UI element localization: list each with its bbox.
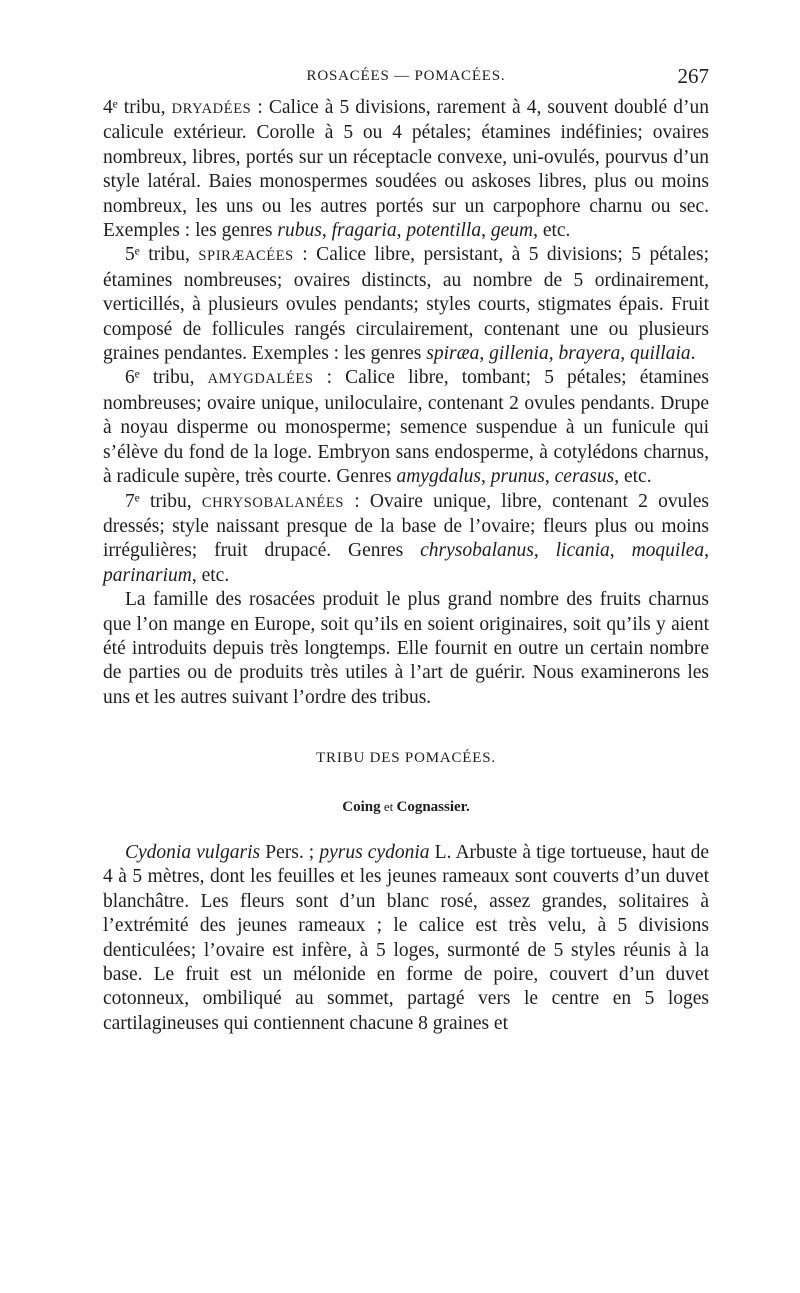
species-authority: Pers. ; bbox=[260, 841, 320, 863]
sub-heading-coing: Coing bbox=[342, 798, 381, 815]
genus-name: quillaia bbox=[629, 343, 691, 365]
genus-name: geum bbox=[490, 220, 534, 242]
species-description: L. Arbuste à tige tortueuse, haut de 4 à 5 mètres, dont les feuilles et les jeunes rameaux sont couverts d’un duvet blanchâtre. Les fleurs sont d’un blanc rosé, assez grandes, solitaires à l’extrémité des jeunes rameaux ; le calice est très velu, à 5 divisions denticulées; l’ovaire est infère, à 5 loges, surmonté de 5 styles réunis à la base. Le fruit est un mélonide en forme de poire, couvert d’un duvet cotonneux, ombiliqué au sommet, partagé vers le centre en 5 loges cartilagineuses qui contiennent chacune 8 graines et bbox=[103, 841, 710, 1034]
genus-name: licania bbox=[555, 540, 610, 562]
separator: , etc. bbox=[191, 564, 230, 586]
running-title: ROSACÉES — POMACÉES. bbox=[306, 68, 506, 84]
genus-name: moquilea bbox=[631, 540, 705, 562]
genus-name: spiræa bbox=[426, 343, 480, 365]
genus-name: brayera bbox=[558, 343, 621, 365]
separator: , bbox=[704, 540, 710, 562]
separator: , bbox=[544, 466, 555, 488]
genus-name: chrysobalanus bbox=[420, 540, 534, 562]
separator: , bbox=[396, 220, 407, 242]
separator: , bbox=[620, 343, 630, 365]
book-page bbox=[103, 62, 709, 1036]
sub-heading-cognassier: Cognassier. bbox=[396, 798, 470, 815]
genus-name: amygdalus bbox=[396, 466, 481, 488]
genus-name: rubus bbox=[277, 220, 322, 242]
genus-name: parinarium bbox=[103, 564, 192, 586]
body-text bbox=[103, 96, 709, 1036]
separator: , bbox=[548, 343, 559, 365]
family-paragraph: La famille des rosacées produit le plus grand nombre des fruits charnus que l’on mange en Europe, soit qu’ils en soient originaires, soit qu’ils y aient été introduits depuis très longtemps. Elle fournit en outre un certain nombre de parties ou de produits très utiles à l’art de guérir. Nous examinerons les uns et les autres suivant l’ordre des tribus. bbox=[103, 589, 709, 708]
species-synonym: pyrus cydonia bbox=[319, 841, 430, 863]
sub-heading bbox=[103, 795, 709, 819]
species-name: Cydonia vulgaris bbox=[125, 841, 261, 863]
separator: , bbox=[481, 220, 491, 242]
tribe-label: 4ᵉ tribu, bbox=[103, 97, 172, 118]
tribe-name: DRYADÉES bbox=[171, 101, 252, 117]
tribe-label: 6ᵉ tribu, bbox=[125, 367, 208, 389]
separator: . bbox=[690, 343, 696, 365]
sub-heading-et: et bbox=[380, 798, 397, 814]
tribe-6-paragraph bbox=[103, 366, 709, 489]
tribe-name: SPIRÆACÉES bbox=[198, 248, 294, 265]
tribe-label: 7ᵉ tribu, bbox=[125, 490, 202, 512]
running-header bbox=[103, 62, 709, 96]
tribe-4-paragraph bbox=[103, 96, 709, 243]
tribe-description: : Calice libre, persistant, à 5 divisions; 5 pétales; étamines nombreuses; ovaires distincts, au nombre de 5 ordinairement, verticillés, à plusieurs ovules pendants; styles courts, stigmates épais. Fruit composé de follicules rangés circulairement, contenant une ou plusieurs graines pendantes. Exemples : les genres bbox=[103, 244, 710, 365]
separator: , bbox=[533, 540, 556, 562]
tribe-name: AMYGDALÉES bbox=[207, 371, 314, 388]
tribe-label: 5ᵉ tribu, bbox=[125, 244, 199, 266]
page-number: 267 bbox=[677, 64, 709, 88]
genus-name: cerasus bbox=[554, 466, 615, 488]
separator: , bbox=[479, 343, 490, 365]
tribe-description: : Calice à 5 divisions, rarement à 4, souvent doublé d’un calicule extérieur. Corolle à 5 ou 4 pétales; étamines indéfinies; ovaires nombreux, libres, portés sur un réceptacle convexe, uni-ovulés, pourvus d’un style latéral. Baies monospermes soudées ou askoses libres, plus ou moins nombreux, les uns ou les autres portés sur un carpophore charnu ou sec. Exemples : les genres bbox=[103, 97, 710, 242]
separator: , bbox=[321, 220, 332, 242]
genus-name: prunus bbox=[490, 466, 545, 488]
tribe-7-paragraph bbox=[103, 490, 709, 589]
separator: , etc. bbox=[614, 466, 652, 488]
tribe-description: : Calice libre, tombant; 5 pétales; étamines nombreuses; ovaire unique, uniloculaire, contenant 2 ovules pendants. Drupe à noyau disperme ou monosperme; semence suspendue à un funicule qui s’élève du fond de la loge. Embryon sans endosperme, à cotylédons charnus, à radicule supère, très courte. Genres bbox=[103, 367, 710, 488]
genus-name: gillenia bbox=[489, 343, 549, 365]
tribe-5-paragraph bbox=[103, 243, 709, 366]
section-heading: TRIBU DES POMACÉES. bbox=[316, 750, 496, 767]
tribe-description: : Ovaire unique, libre, contenant 2 ovules dressés; style naissant presque de la base de l’ovaire; fleurs plus ou moins irrégulières; fruit drupacé. Genres bbox=[103, 490, 709, 562]
genus-name: fragaria bbox=[331, 220, 397, 242]
genus-name: potentilla bbox=[406, 220, 482, 242]
separator: , etc. bbox=[533, 220, 571, 242]
cydonia-paragraph bbox=[103, 841, 709, 1036]
tribe-name: CHRYSOBALANÉES bbox=[201, 494, 345, 511]
separator: , bbox=[609, 540, 632, 562]
separator: , bbox=[480, 466, 491, 488]
